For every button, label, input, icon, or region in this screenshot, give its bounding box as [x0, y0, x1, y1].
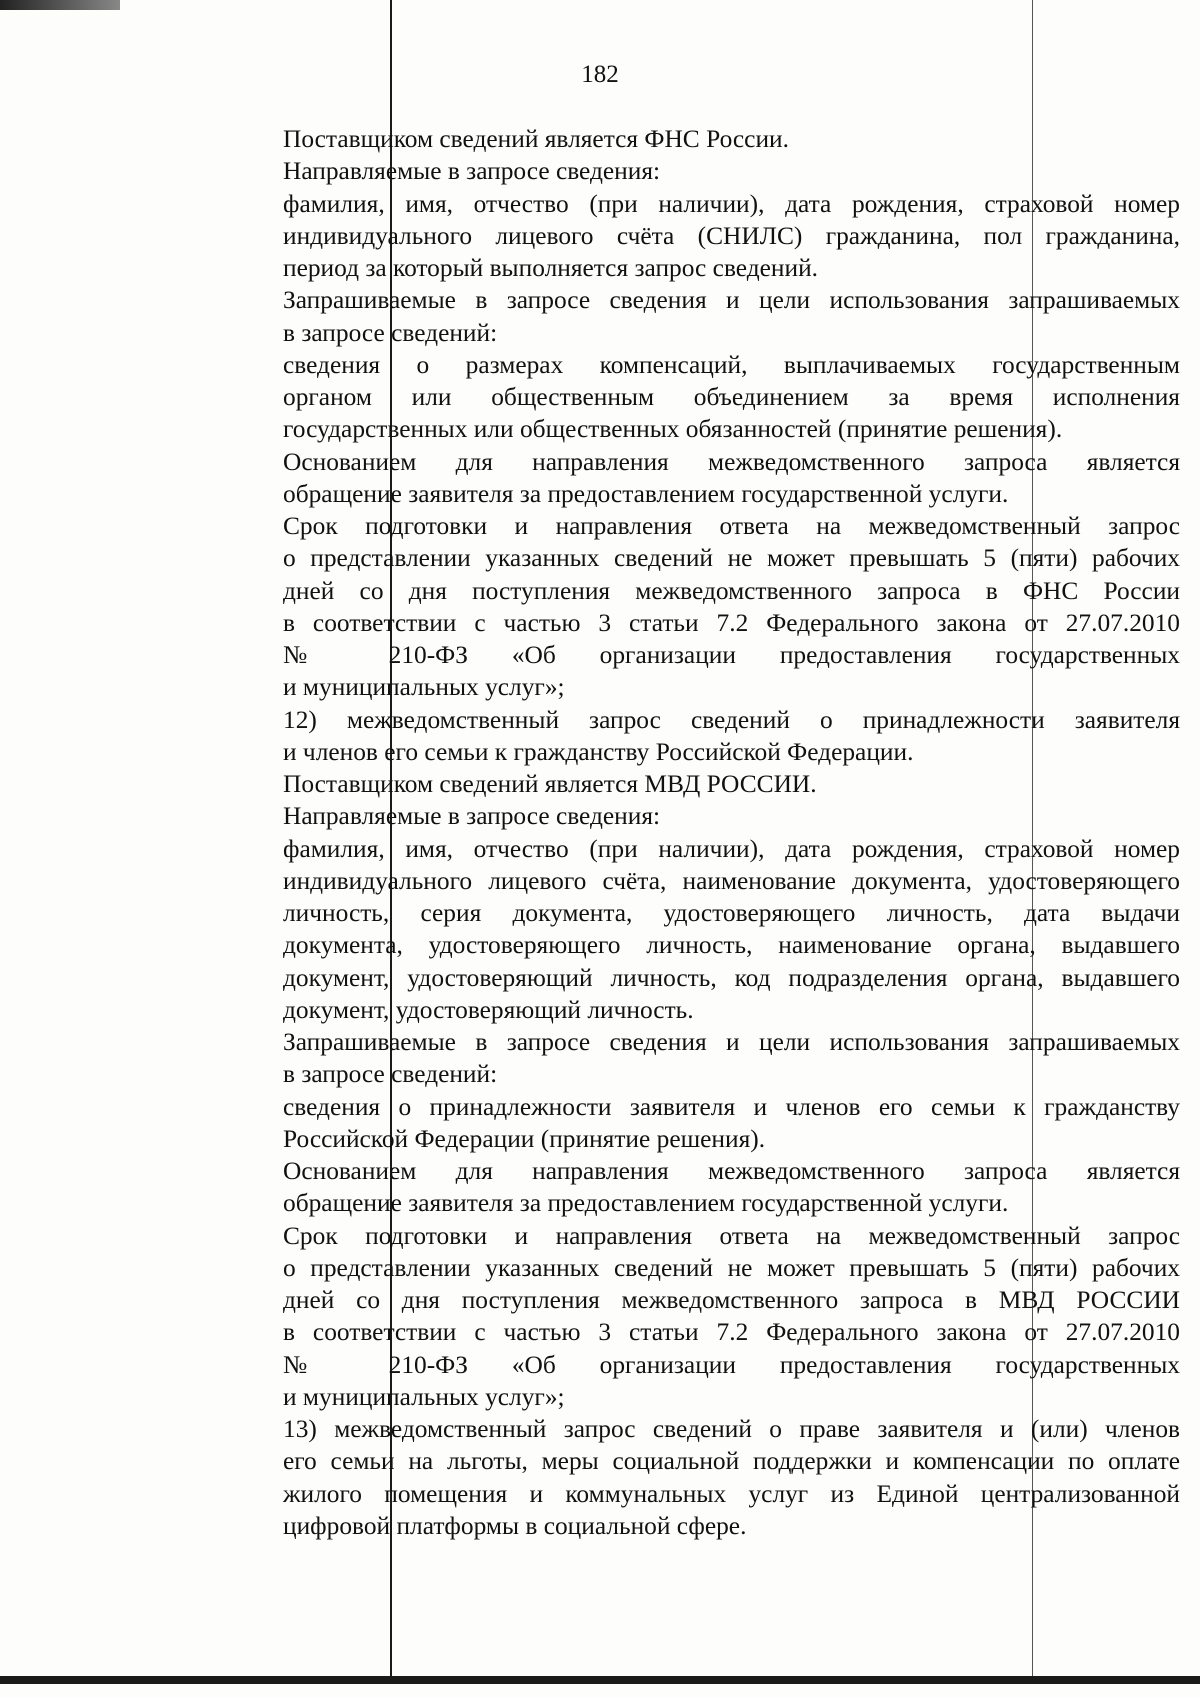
text-line: фамилия, имя, отчество (при наличии), дата рождения, страховой номер [283, 834, 1180, 863]
text-line: его семьи на льготы, меры социальной поддержки и компенсации по оплате [283, 1447, 1180, 1476]
text-line: № 210-ФЗ «Об организации предоставления государственных [283, 641, 1180, 669]
paragraph [213, 1220, 1180, 1414]
scan-artifact-bottom-edge [0, 1676, 1200, 1684]
text-line: индивидуального лицевого счёта (СНИЛС) гражданина, пол гражданина, [283, 221, 1180, 250]
paragraph [213, 284, 1180, 349]
text-line: Поставщиком сведений является МВД РОССИИ. [283, 770, 817, 798]
text-line: дней со дня поступления межведомственного запроса в МВД РОССИИ [283, 1286, 1180, 1314]
text-line: Поставщиком сведений является ФНС России. [283, 125, 789, 153]
paragraph [213, 123, 1180, 155]
paragraph [213, 1026, 1180, 1091]
page-number: 182 [581, 61, 619, 88]
text-line: личность, серия документа, удостоверяющего личность, дата выдачи [283, 899, 1180, 927]
paragraph [213, 704, 1180, 769]
text-line: Запрашиваемые в запросе сведения и цели использования запрашиваемых [283, 1028, 1180, 1056]
text-line: государственных или общественных обязанностей (принятие решения). [283, 415, 1063, 444]
text-line: документа, удостоверяющего личность, наименование органа, выдавшего [283, 931, 1180, 960]
paragraph [213, 768, 1180, 800]
text-line: фамилия, имя, отчество (при наличии), дата рождения, страховой номер [283, 189, 1180, 218]
text-line: документ, удостоверяющий личность. [283, 995, 694, 1024]
text-line: Направляемые в запросе сведения: [283, 802, 661, 831]
paragraph [213, 349, 1180, 446]
text-line: и муниципальных услуг»; [283, 1382, 565, 1411]
text-line: о представлении указанных сведений не может превышать 5 (пяти) рабочих [283, 1253, 1180, 1282]
paragraph [213, 1091, 1180, 1156]
text-line: сведения о принадлежности заявителя и членов его семьи к гражданству [283, 1092, 1180, 1121]
text-line: 12) межведомственный запрос сведений о принадлежности заявителя [283, 705, 1180, 734]
text-line: Основанием для направления межведомственного запроса является [283, 447, 1180, 476]
text-line: Срок подготовки и направления ответа на межведомственный запрос [283, 1221, 1180, 1250]
paragraph [213, 446, 1180, 511]
text-line: Запрашиваемые в запросе сведения и цели использования запрашиваемых [283, 286, 1180, 315]
text-line: органом или общественным объединением за время исполнения [283, 383, 1180, 411]
text-line: документ, удостоверяющий личность, код подразделения органа, выдавшего [283, 963, 1180, 992]
text-line: дней со дня поступления межведомственного запроса в ФНС России [283, 576, 1180, 605]
text-line: в соответствии с частью 3 статьи 7.2 Федерального закона от 27.07.2010 [283, 608, 1180, 637]
text-line: в запросе сведений: [283, 1060, 498, 1089]
text-line: № 210-ФЗ «Об организации предоставления государственных [283, 1350, 1180, 1379]
text-line: 13) межведомственный запрос сведений о праве заявителя и (или) членов [283, 1415, 1180, 1443]
paragraph [213, 800, 1180, 832]
text-line: обращение заявителя за предоставлением государственной услуги. [283, 1189, 1009, 1218]
text-line: сведения о размерах компенсаций, выплачиваемых государственным [283, 350, 1180, 379]
text-line: в соответствии с частью 3 статьи 7.2 Федерального закона от 27.07.2010 [283, 1318, 1180, 1347]
document-body [213, 123, 1180, 1542]
text-line: жилого помещения и коммунальных услуг из Единой централизованной [283, 1479, 1180, 1508]
paragraph [213, 510, 1180, 704]
scan-artifact-corner [0, 0, 120, 10]
text-line: в запросе сведений: [283, 318, 498, 347]
text-line: период за который выполняется запрос сведений. [283, 254, 819, 282]
paragraph [213, 155, 1180, 187]
text-line: Основанием для направления межведомственного запроса является [283, 1157, 1180, 1185]
text-line: обращение заявителя за предоставлением государственной услуги. [283, 479, 1009, 508]
text-line: о представлении указанных сведений не может превышать 5 (пяти) рабочих [283, 544, 1180, 573]
text-line: и членов его семьи к гражданству Российской Федерации. [283, 737, 914, 766]
text-line: Направляемые в запросе сведения: [283, 157, 661, 186]
paragraph [213, 1155, 1180, 1220]
paragraph [213, 1413, 1180, 1542]
text-line: Российской Федерации (принятие решения). [283, 1124, 766, 1153]
text-line: цифровой платформы в социальной сфере. [283, 1511, 747, 1540]
paragraph [213, 833, 1180, 1027]
text-line: и муниципальных услуг»; [283, 673, 565, 702]
text-line: индивидуального лицевого счёта, наименование документа, удостоверяющего [283, 866, 1180, 895]
paragraph [213, 188, 1180, 285]
text-line: Срок подготовки и направления ответа на межведомственный запрос [283, 512, 1180, 540]
